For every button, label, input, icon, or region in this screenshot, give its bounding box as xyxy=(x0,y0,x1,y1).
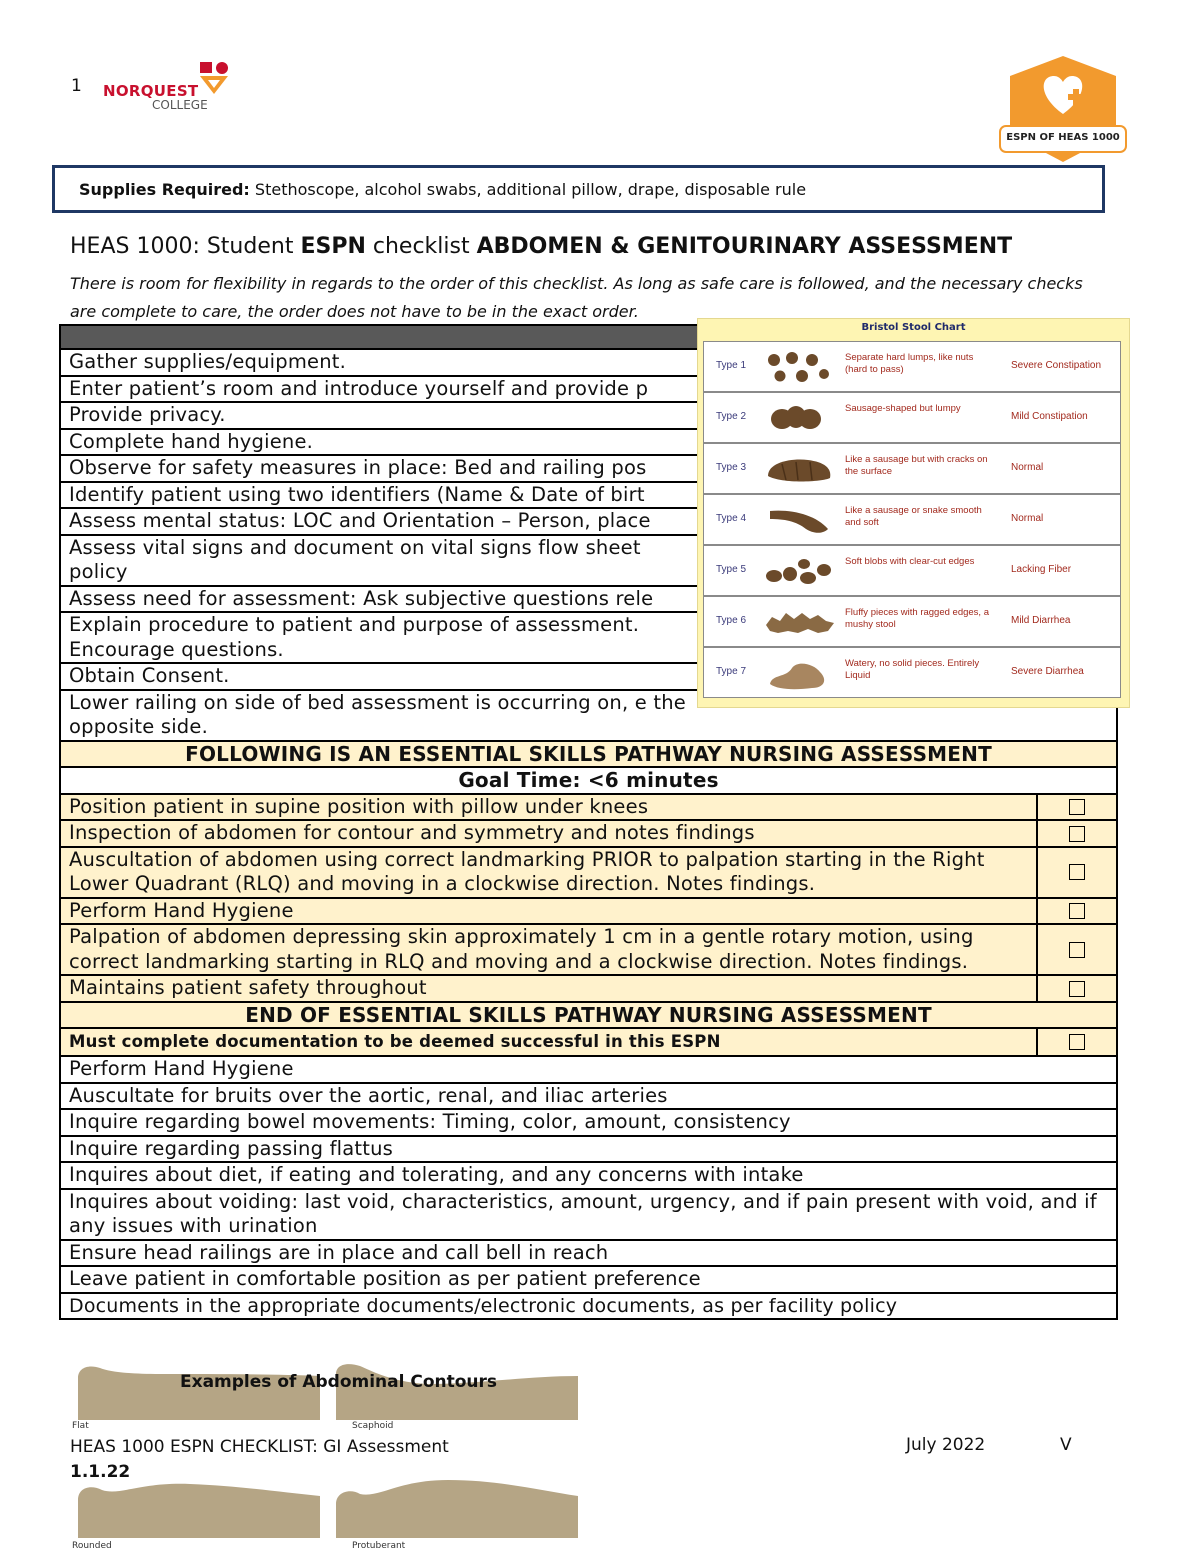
esp-step: Maintains patient safety throughout xyxy=(60,975,1037,1002)
bristol-row xyxy=(703,341,1121,392)
bristol-stool-chart xyxy=(697,318,1130,708)
footer-date: July 2022 xyxy=(906,1435,986,1455)
pre-step: Obtain Consent. xyxy=(60,663,1117,690)
contour-label-protuberant: Protuberant xyxy=(352,1541,406,1551)
post-step: Perform Hand Hygiene xyxy=(60,1056,1117,1083)
bristol-description: Watery, no solid pieces. Entirely Liquid xyxy=(845,658,980,681)
bristol-row xyxy=(703,443,1121,494)
esp-start-band xyxy=(60,741,1117,768)
bristol-row xyxy=(703,392,1121,443)
pre-step: Identify patient using two identifiers (Name & Date of birt xyxy=(60,482,1117,509)
esp-end-label: END OF ESSENTIAL SKILLS PATHWAY NURSING ASSESSMENT xyxy=(60,1002,1117,1029)
step-checkbox[interactable] xyxy=(1069,981,1085,997)
bristol-type: Type 1 xyxy=(716,360,747,371)
pre-step: Enter patient’s room and introduce yourself and provide p xyxy=(60,376,1117,403)
stool-type2-icon xyxy=(762,399,838,437)
footer-version-number: 1.1.22 xyxy=(70,1462,131,1482)
pre-step: Lower railing on side of bed assessment is occurring on, e the opposite side. xyxy=(60,690,1117,741)
title-part4: ABDOMEN & GENITOURINARY ASSESSMENT xyxy=(476,234,1013,259)
contour-label-scaphoid: Scaphoid xyxy=(352,1421,394,1431)
bristol-type: Type 4 xyxy=(716,513,747,524)
bristol-title: Bristol Stool Chart xyxy=(861,322,966,333)
step-checkbox[interactable] xyxy=(1069,799,1085,815)
pre-step: Complete hand hygiene. xyxy=(60,429,1117,456)
bristol-description: Separate hard lumps, like nuts (hard to pass) xyxy=(845,352,974,375)
footer-doc-title: HEAS 1000 ESPN CHECKLIST: GI Assessment xyxy=(70,1437,449,1457)
esp-step: Palpation of abdomen depressing skin approximately 1 cm in a gentle rotary motion, using correct landmarking starting in RLQ and moving and a clockwise direction. Notes findings. xyxy=(60,924,1037,975)
espn-badge xyxy=(998,54,1128,164)
bristol-type: Type 3 xyxy=(716,462,747,473)
table-row xyxy=(60,1162,1117,1189)
bristol-row xyxy=(703,494,1121,545)
stool-type1-icon xyxy=(762,348,838,386)
step-checkbox[interactable] xyxy=(1069,942,1085,958)
supplies-label: Supplies Required: xyxy=(79,180,250,199)
table-row xyxy=(60,847,1117,898)
post-step: Inquire regarding bowel movements: Timing, color, amount, consistency xyxy=(60,1109,1117,1136)
norquest-shield-icon xyxy=(198,60,230,96)
table-row xyxy=(60,1136,1117,1163)
post-step: Ensure head railings are in place and call bell in reach xyxy=(60,1240,1117,1267)
esp-step: Auscultation of abdomen using correct landmarking PRIOR to palpation starting in the Right Lower Quadrant (RLQ) and moving in a clockwise direction. Notes findings. xyxy=(60,847,1037,898)
bristol-classification: Normal xyxy=(1011,513,1044,524)
bristol-row xyxy=(703,647,1121,698)
table-row xyxy=(60,1056,1117,1083)
supplies-text: Stethoscope, alcohol swabs, additional pillow, drape, disposable rule xyxy=(254,180,807,199)
protuberant-contour-icon xyxy=(328,1478,588,1540)
bristol-classification: Lacking Fiber xyxy=(1011,564,1072,575)
contour-label-rounded: Rounded xyxy=(72,1541,112,1551)
step-checkbox[interactable] xyxy=(1069,903,1085,919)
footer-left xyxy=(70,1435,449,1485)
bristol-type: Type 7 xyxy=(716,666,747,677)
documentation-required: Must complete documentation to be deemed successful in this ESPN xyxy=(60,1028,1037,1056)
documentation-checkbox[interactable] xyxy=(1069,1034,1085,1050)
intro-text: There is room for flexibility in regards to the order of this checklist. As long as safe care is followed, and the necessary checks are complete to care, the order does not have to be in the exact order. xyxy=(70,274,1083,321)
step-checkbox[interactable] xyxy=(1069,826,1085,842)
pre-step: Provide privacy. xyxy=(60,402,1117,429)
stool-type7-icon xyxy=(762,654,838,692)
contours-title: Examples of Abdominal Contours xyxy=(180,1372,498,1392)
post-step: Auscultate for bruits over the aortic, renal, and iliac arteries xyxy=(60,1083,1117,1110)
stool-type5-icon xyxy=(762,552,838,590)
bristol-classification: Severe Diarrhea xyxy=(1011,666,1084,677)
bristol-classification: Mild Diarrhea xyxy=(1011,615,1071,626)
post-step: Inquires about voiding: last void, characteristics, amount, urgency, and if pain present with void, and if any issues with urination xyxy=(60,1189,1117,1240)
step-checkbox[interactable] xyxy=(1069,864,1085,880)
table-row xyxy=(60,898,1117,925)
pre-step: Assess vital signs and document on vital signs flow sheet policy xyxy=(60,535,1117,586)
bristol-classification: Severe Constipation xyxy=(1011,360,1102,371)
bristol-description: Like a sausage or snake smooth and soft xyxy=(845,505,982,528)
bristol-description: Sausage-shaped but lumpy xyxy=(845,403,961,414)
bristol-classification: Mild Constipation xyxy=(1011,411,1088,422)
documentation-row xyxy=(60,1028,1117,1056)
bristol-type: Type 5 xyxy=(716,564,747,575)
pre-step: Assess need for assessment: Ask subjective questions rele xyxy=(60,586,1117,613)
pre-step: Observe for safety measures in place: Bed and railing pos xyxy=(60,455,1117,482)
table-row xyxy=(60,794,1117,821)
stool-type3-icon xyxy=(762,450,838,488)
bristol-description: Fluffy pieces with ragged edges, a mushy stool xyxy=(845,607,989,630)
logo-name-primary: NORQUEST xyxy=(103,82,199,100)
page-title xyxy=(70,234,1012,259)
table-row xyxy=(60,820,1117,847)
table-row xyxy=(60,1240,1117,1267)
table-row xyxy=(60,1266,1117,1293)
title-part2: ESPN xyxy=(300,234,366,259)
post-step: Documents in the appropriate documents/electronic documents, as per facility policy xyxy=(60,1293,1117,1320)
table-row xyxy=(60,1109,1117,1136)
pre-step: Assess mental status: LOC and Orientation – Person, place xyxy=(60,508,1117,535)
norquest-logo xyxy=(100,56,240,124)
contour-label-flat: Flat xyxy=(72,1421,89,1431)
esp-end-band xyxy=(60,1002,1117,1029)
page-number: 1 xyxy=(71,76,82,96)
table-row xyxy=(60,924,1117,975)
logo-name-secondary: COLLEGE xyxy=(152,98,208,112)
esp-step: Inspection of abdomen for contour and symmetry and notes findings xyxy=(60,820,1037,847)
stool-type4-icon xyxy=(762,501,838,539)
badge-label: ESPN OF HEAS 1000 xyxy=(1006,132,1120,143)
table-row xyxy=(60,1293,1117,1320)
pre-step: Gather supplies/equipment. xyxy=(60,349,1117,376)
table-row xyxy=(60,1189,1117,1240)
supplies-box xyxy=(52,165,1105,213)
bristol-classification: Normal xyxy=(1011,462,1044,473)
bristol-row xyxy=(703,596,1121,647)
esp-step: Position patient in supine position with pillow under knees xyxy=(60,794,1037,821)
title-part1: HEAS 1000: Student xyxy=(70,234,301,259)
title-part3: checklist xyxy=(365,234,477,259)
rounded-contour-icon xyxy=(70,1478,330,1540)
bristol-type: Type 2 xyxy=(716,411,747,422)
esp-step: Perform Hand Hygiene xyxy=(60,898,1037,925)
bristol-description: Soft blobs with clear-cut edges xyxy=(845,556,975,567)
bristol-description: Like a sausage but with cracks on the surface xyxy=(845,454,988,477)
goal-time-row xyxy=(60,767,1117,794)
post-step: Leave patient in comfortable position as per patient preference xyxy=(60,1266,1117,1293)
post-step: Inquires about diet, if eating and tolerating, and any concerns with intake xyxy=(60,1162,1117,1189)
post-step: Inquire regarding passing flattus xyxy=(60,1136,1117,1163)
bristol-type: Type 6 xyxy=(716,615,747,626)
table-row xyxy=(60,975,1117,1002)
bristol-row xyxy=(703,545,1121,596)
heart-badge-icon xyxy=(998,54,1128,164)
footer-version-prefix: V xyxy=(1060,1435,1072,1455)
pre-step: Explain procedure to patient and purpose of assessment. Encourage questions. xyxy=(60,612,1117,663)
stool-type6-icon xyxy=(762,603,838,641)
esp-start-label: FOLLOWING IS AN ESSENTIAL SKILLS PATHWAY NURSING ASSESSMENT xyxy=(60,741,1117,768)
goal-time-label: Goal Time: <6 minutes xyxy=(60,767,1117,794)
table-row xyxy=(60,1083,1117,1110)
